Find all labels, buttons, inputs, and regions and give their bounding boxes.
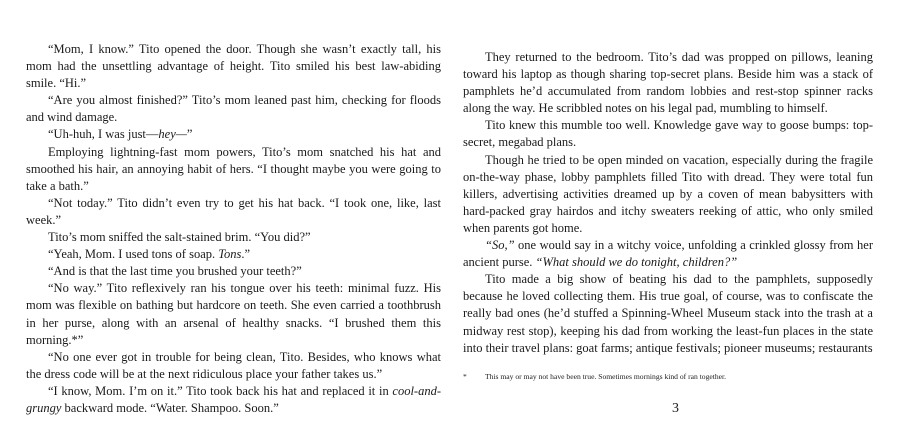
- paragraph: Tito made a big show of beating his dad to the pamphlets, supposedly because he loved collecting them. His true goal, of course, was to confiscate the really bad ones (he’d stuffed a Spinning-Wheel Museum stack into the trash at a midway rest stop), keeping his dad from working the least-fun places in the state into their travel plans: goat farms; antique festivals; pioneer museums; restaurants: [463, 272, 873, 355]
- paragraph: Though he tried to be open minded on vacation, especially during the fragile on-the-way phase, lobby pamphlets filled Tito with dread. They were total fun killers, advertising activities dreamed up by a coven of mean babysitters with hard-packed gray hairdos and itchy sweaters reeking of attic, who only smiled when parents got home.: [463, 152, 873, 235]
- paragraph: “Are you almost finished?” Tito’s mom leaned past him, checking for floods and wind damage.: [26, 93, 441, 125]
- left-page: [26, 41, 441, 417]
- paragraph: “I know, Mom. I’m on it.” Tito took back his hat and replaced it in cool-and-grungy backward mode. “Water. Shampoo. Soon.”: [26, 383, 441, 415]
- footnote-text: This may or may not have been true. Sometimes mornings kind of ran together.: [485, 372, 727, 381]
- paragraph: Tito’s mom sniffed the salt-stained brim. “You did?”: [48, 230, 311, 245]
- paragraph: They returned to the bedroom. Tito’s dad was propped on pillows, leaning toward his laptop as though sharing top-secret plans. Beside him was a stack of pamphlets he’d accumulated from random lobbies and rest-stop spinner racks along the way. He scribbled notes on his legal pad, mumbling to himself.: [463, 50, 873, 116]
- page-number: 3: [672, 401, 679, 416]
- paragraph: “And is that the last time you brushed your teeth?”: [48, 264, 302, 279]
- paragraph: “Yeah, Mom. I used tons of soap. Tons.”: [48, 247, 251, 262]
- paragraph: “No way.” Tito reflexively ran his tongue over his teeth: minimal fuzz. His mom was flexible on bathing but hardcore on teeth. She even carried a toothbrush in her purse, along with an arsenal of healthy snacks. “I brushed them this morning.*”: [26, 281, 441, 347]
- footnote: [463, 372, 873, 382]
- paragraph: Employing lightning-fast mom powers, Tito’s mom snatched his hat and smoothed his hair, an annoying habit of hers. “I thought maybe you were going to take a bath.”: [26, 144, 441, 193]
- paragraph: “Not today.” Tito didn’t even try to get his hat back. “I took one, like, last week.”: [26, 195, 441, 227]
- paragraph: “Mom, I know.” Tito opened the door. Though she wasn’t exactly tall, his mom had the unsettling advantage of height. Tito smiled his best law-abiding smile. “Hi.”: [26, 42, 441, 91]
- footnote-mark: *: [463, 372, 467, 381]
- paragraph: Tito knew this mumble too well. Knowledge gave way to goose bumps: top-secret, megabad plans.: [463, 118, 873, 150]
- right-page: [463, 49, 873, 357]
- paragraph: “Uh-huh, I was just—hey—”: [48, 127, 193, 142]
- paragraph: “So,” one would say in a witchy voice, unfolding a crinkled glossy from her ancient purse. “What should we do tonight, children?”: [463, 238, 873, 270]
- paragraph: “No one ever got in trouble for being clean, Tito. Besides, who knows what the dress code will be at the next ridiculous place your father takes us.”: [26, 349, 441, 381]
